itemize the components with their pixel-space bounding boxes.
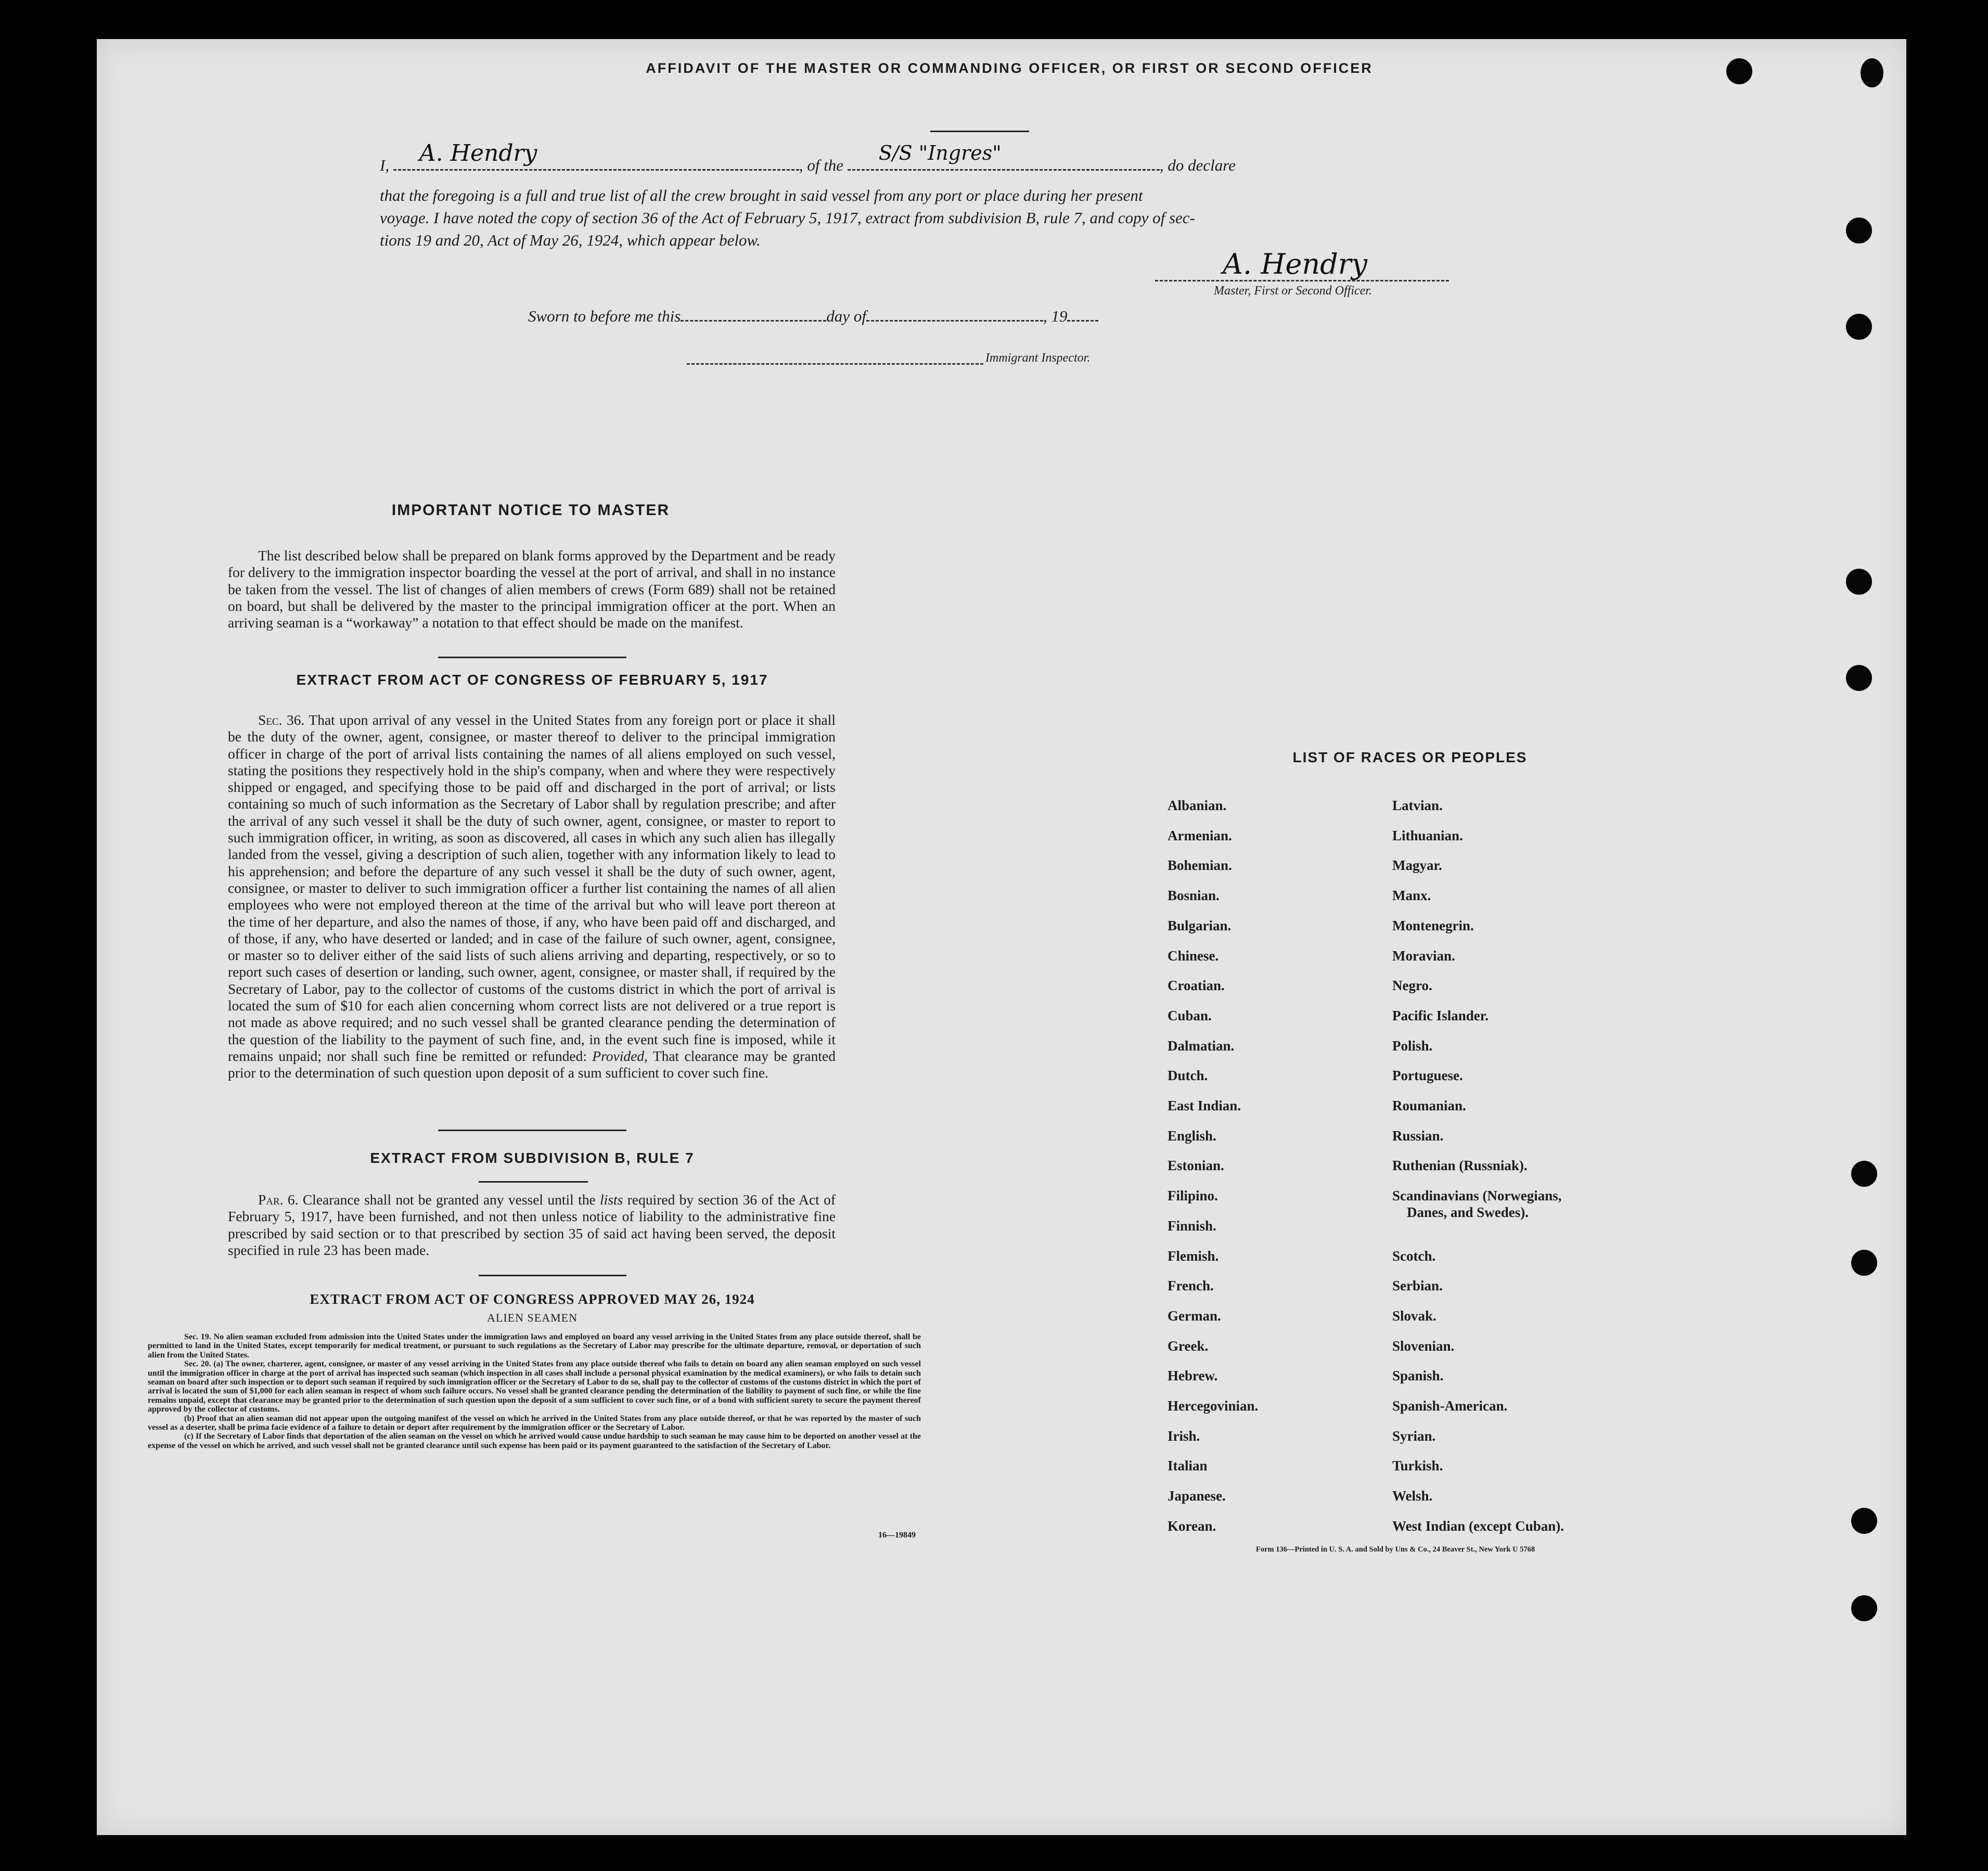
binder-hole (1846, 314, 1872, 340)
race-item: Scotch. (1392, 1248, 1436, 1264)
race-item: West Indian (except Cuban). (1392, 1518, 1564, 1534)
race-item: German. (1168, 1308, 1221, 1324)
race-item: Spanish-American. (1392, 1398, 1508, 1414)
race-item: Spanish. (1392, 1368, 1444, 1384)
sec36-body: That upon arrival of any vessel in the United States from any foreign port or place it shall be the duty of the owner, agent, consignee, or master thereof to deliver to the principal immigration officer in charge of the port of arrival lists containing the names of all aliens employed on such vessel, stating the positions they respectively hold in the ship's company, when and where they were respectively shipped or engaged, and specifying those to be paid off and discharged in the port of arrival; or lists containing so much of such information as the Secretary of Labor shall by regulation prescribe; and after the arrival of any such vessel it shall be the duty of such owner, agent, consignee, or master to report to such immigration officer, in writing, as soon as discovered, all cases in which any such alien has illegally landed from the vessel, giving a description of such alien, together with any information likely to lead to his apprehension; and before the departure of any such vessel it shall be the duty of such owner, agent, consignee, or master to deliver to such immigration officer a further list containing the names of all alien employees who were not employed thereon at the time of the arrival but who will leave port thereon at the time of her departure, and also the names of those, if any, who have been paid off and discharged, and of those, if any, who have deserted or landed; and in case of the failure of such owner, agent, consignee, or master so to deliver either of the said lists of such aliens arriving and departing, respectively, or so to report such cases of desertion or landing, such owner, agent, consignee, or master shall, if required by the Secretary of Labor, pay to the collector of customs of the customs district in which the port of arrival is located the sum of $10 for each alien concerning whom correct lists are not delivered or a true report is not made as above required; and no such vessel shall be granted clearance pending the determination of the question of the liability to the payment of such fine, and, in the event such fine is imposed, while it remains unpaid; nor shall such fine be remitted or refunded: (228, 712, 836, 1064)
extract-1917-title: EXTRACT FROM ACT OF CONGRESS OF FEBRUARY 5, 1917 (296, 672, 768, 688)
notice-body: The list described below shall be prepared on blank forms approved by the Department and be ready for delivery to the immigration inspector boarding the vessel at the port of arrival, and shall in no instance be taken from the vessel. The list of changes of alien members of crews (Form 689) shall not be retained on board, but shall be delivered by the master to the principal immigration officer at the port. When an arriving seaman is a “workaway” a notation to that effect should be made on the manifest. (228, 547, 836, 631)
binder-hole (1846, 665, 1872, 691)
sworn-label: Sworn to before me this (528, 307, 681, 325)
affidavit-i-label: I, (380, 156, 390, 174)
race-item: Polish. (1392, 1037, 1433, 1054)
month-blank (866, 307, 1043, 322)
vessel-name-handwritten: S/S "Ingres" (878, 142, 1002, 164)
affidavit-line-3: voyage. I have noted the copy of section 36 of the Act of February 5, 1917, extract from subdivision B, rule 7, and copy of sec- (380, 209, 1195, 227)
race-item: Cuban. (1168, 1007, 1212, 1023)
notice-title: IMPORTANT NOTICE TO MASTER (391, 502, 670, 519)
section-rule (438, 657, 626, 658)
alien-seamen-subtitle: ALIEN SEAMEN (487, 1311, 578, 1324)
race-item: Croatian. (1168, 978, 1225, 994)
race-item: Irish. (1168, 1428, 1200, 1444)
vessel-blank (848, 142, 1160, 171)
year-blank (1067, 307, 1098, 322)
race-item: Serbian. (1392, 1278, 1443, 1294)
sec20c-text: (c) If the Secretary of Labor finds that deportation of the alien seaman on the vessel on which he arrived would cause undue hardship to such seaman he may cause him to be deported on another vessel at the expense of the vessel on which he arrived, and such vessel shall not be granted clearance until such expense has been paid or its payment guaranteed to the satisfaction of the Secretary of Labor. (148, 1432, 921, 1450)
do-declare-label: , do declare (1159, 156, 1236, 174)
race-item: Dalmatian. (1168, 1037, 1235, 1054)
race-item: Slovenian. (1392, 1338, 1455, 1354)
affidavit-line-4: tions 19 and 20, Act of May 26, 1924, which appear below. (380, 231, 761, 249)
section-rule (438, 1130, 626, 1131)
race-item: Bulgarian. (1168, 917, 1232, 933)
provided-word: Provided, (592, 1047, 648, 1064)
race-item: Italian (1168, 1458, 1208, 1474)
par6-body-b: required by section 36 of the Act of February 5, 1917, have been furnished, and not then unless notice of liability to the administrative fine prescribed by said section or to that prescribed by section 35 of said act having been served, the deposit specified in rule 23 has been made. (228, 1191, 836, 1258)
binder-hole (1851, 1508, 1877, 1534)
race-item: Danes, and Swedes). (1407, 1204, 1529, 1221)
race-item: Bohemian. (1168, 857, 1232, 874)
race-item: French. (1168, 1278, 1214, 1294)
binder-hole (1851, 1161, 1877, 1187)
race-item: Latvian. (1392, 798, 1443, 813)
rule7-title: EXTRACT FROM SUBDIVISION B, RULE 7 (370, 1150, 695, 1166)
race-item: Dutch. (1168, 1068, 1208, 1084)
affidavit-line-2: that the foregoing is a full and true list of all the crew brought in said vessel from any port or place during her present (380, 186, 1143, 204)
race-item: English. (1168, 1127, 1216, 1144)
sec20a-text: Sec. 20. (a) The owner, charterer, agent, consignee, or master of any vessel arriving in the United States from any place outside thereof who fails to detain on board any alien seaman employed on such vessel until the immigration officer in charge at the port of arrival has inspected such seaman (which inspection in all cases shall include a personal physical examination by the medical examiners), or who fails to detain such seaman on board after such inspection or to deport such seaman if required by such immigration officer or the Secretary of Labor to do so, shall pay to the collector of customs of the customs district in which the port of arrival is located the sum of $1,000 for each alien seaman in respect of whom such failure occurs. No vessel shall be granted clearance pending the determination of the liability to payment of such fine, or while the fine remains unpaid, except that clearance may be granted prior to the determination of such question upon the deposit of a sum sufficient to cover such fine, or of a bond with sufficient surety to secure the payment thereof approved by the collector of customs. (148, 1360, 921, 1414)
signature-caption: Master, First or Second Officer. (1214, 284, 1372, 298)
race-item: Scandinavians (Norwegians, (1392, 1188, 1562, 1204)
sec20b-text: (b) Proof that an alien seaman did not appear upon the outgoing manifest of the vessel on which he arrived in the United States from any place outside thereof, or that he was reported by the master of such vessel as a deserter, shall be prima facie evidence of a failure to detain or deport after requirement by the immigration officer or the Secretary of Labor. (148, 1414, 921, 1432)
extract-1917-text (228, 712, 836, 1082)
inspector-caption: Immigrant Inspector. (985, 351, 1091, 365)
race-item: Filipino. (1168, 1188, 1218, 1204)
race-item: Portuguese. (1392, 1068, 1463, 1084)
race-item: Korean. (1168, 1518, 1216, 1534)
binder-hole (1846, 569, 1872, 595)
race-item: Greek. (1168, 1338, 1209, 1354)
sec36-label: Sec. 36. (258, 712, 305, 728)
race-item: Slovak. (1392, 1308, 1437, 1324)
race-item: Roumanian. (1392, 1098, 1466, 1113)
extract-1924-title: EXTRACT FROM ACT OF CONGRESS APPROVED MAY 26, 1924 (310, 1291, 755, 1307)
race-item: Syrian. (1392, 1428, 1436, 1444)
notice-text (228, 547, 836, 631)
print-code: 16—19849 (878, 1531, 916, 1540)
race-item: Finnish. (1168, 1218, 1216, 1234)
of-the-label: , of the (799, 156, 844, 174)
race-item: Russian. (1392, 1127, 1444, 1144)
section-rule (479, 1181, 588, 1183)
binder-hole (1846, 217, 1872, 244)
year-label: , 19 (1043, 307, 1068, 325)
day-blank (681, 307, 826, 322)
race-item: East Indian. (1168, 1098, 1241, 1113)
section-rule (479, 1275, 626, 1276)
inspector-line (687, 363, 983, 365)
rule7-text (228, 1191, 836, 1259)
name-blank (393, 140, 799, 171)
master-signature: A. Hendry (1223, 248, 1368, 280)
race-item: Armenian. (1168, 827, 1232, 843)
race-item: Magyar. (1392, 857, 1442, 874)
binder-hole (1851, 1595, 1877, 1621)
race-item: Bosnian. (1168, 888, 1220, 904)
par6-body-a: Clearance shall not be granted any vessel until the (302, 1191, 596, 1208)
par6-label: Par. 6. (258, 1191, 299, 1208)
sec36-body-end: That clearance may be granted prior to the determination of such question upon deposit of a sum sufficient to cover such fine. (228, 1047, 836, 1081)
race-item: Hebrew. (1168, 1368, 1218, 1384)
race-item: Pacific Islander. (1392, 1007, 1489, 1023)
sworn-line (528, 305, 1673, 327)
race-item: Moravian. (1392, 947, 1455, 964)
binder-hole (1861, 58, 1883, 87)
race-item: Ruthenian (Russniak). (1392, 1158, 1528, 1174)
race-item: Flemish. (1168, 1248, 1219, 1264)
race-item: Albanian. (1168, 798, 1227, 813)
race-item: Lithuanian. (1392, 827, 1463, 843)
race-item: Turkish. (1392, 1458, 1443, 1474)
race-item: Hercegovinian. (1168, 1398, 1259, 1414)
affidavit-line-1 (380, 140, 1524, 176)
binder-hole (1726, 58, 1752, 84)
races-title: LIST OF RACES OR PEOPLES (1292, 749, 1528, 765)
binder-hole (1851, 1250, 1877, 1276)
affidavit-heading: AFFIDAVIT OF THE MASTER OR COMMANDING OFFICER, OR FIRST OR SECOND OFFICER (646, 60, 1373, 76)
race-item: Montenegrin. (1392, 917, 1474, 933)
day-of-label: day of (826, 307, 866, 325)
race-item: Chinese. (1168, 947, 1219, 964)
extract-1924-text (148, 1332, 921, 1450)
race-item: Japanese. (1168, 1488, 1226, 1504)
race-item: Manx. (1392, 888, 1431, 904)
master-name-handwritten: A. Hendry (419, 140, 537, 166)
race-item: Estonian. (1168, 1158, 1224, 1174)
heading-rule (930, 131, 1029, 132)
race-item: Welsh. (1392, 1488, 1433, 1504)
sec19-text: Sec. 19. No alien seaman excluded from admission into the United States under the immigration laws and employed on board any vessel arriving in the United States from any place outside thereof, shall be permitted to land in the United States, except temporarily for medical treatment, or pursuant to such regulations as the Secretary of Labor may prescribe for the ultimate departure, removal, or deportation of such alien from the United States. (148, 1332, 921, 1360)
lists-word: lists (600, 1191, 623, 1208)
form-note: Form 136—Printed in U. S. A. and Sold by Uns & Co., 24 Beaver St., New York U 5768 (1256, 1545, 1535, 1554)
race-item: Negro. (1392, 978, 1432, 994)
